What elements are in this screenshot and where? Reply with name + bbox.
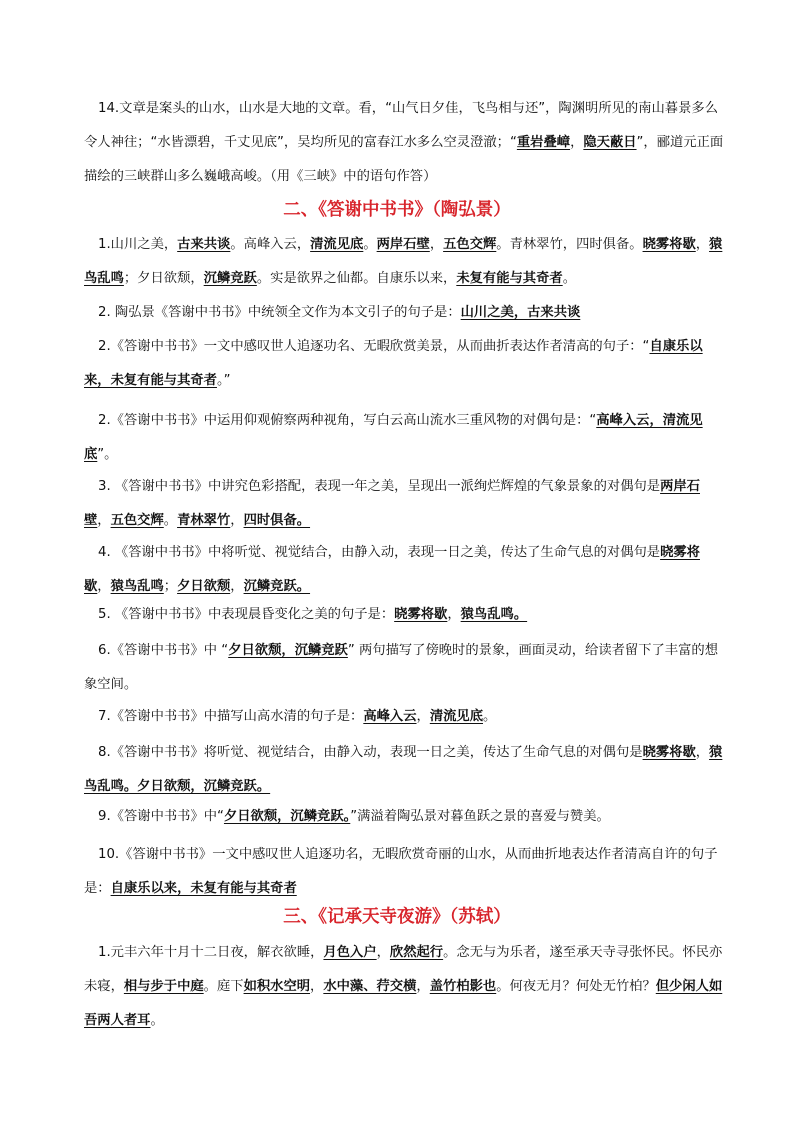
text: ， xyxy=(695,745,710,760)
answer: 相与步于中庭 xyxy=(123,979,204,994)
answer: 盖竹柏影也 xyxy=(429,979,497,994)
text: ； xyxy=(163,579,178,594)
text: 。 xyxy=(483,709,497,724)
text: 。庭下 xyxy=(203,979,244,994)
paragraph-d10 xyxy=(84,736,724,804)
text: 8.《答谢中书书》将听觉、视觉结合，由静入动，表现一日之美，传达了生命气息的对偶句是 xyxy=(98,745,643,760)
paragraph-14 xyxy=(84,92,724,194)
paragraph-d12 xyxy=(84,838,724,906)
answer: 高峰入云 xyxy=(363,709,417,724)
text: 。实是欲界之仙都。自康乐以来， xyxy=(256,271,457,286)
answer: 水中藻、荇交横 xyxy=(323,979,417,994)
text: ， xyxy=(310,979,324,994)
section-title-3: 三、《记承天寺夜游》（苏轼） xyxy=(283,907,511,927)
text: 。青林翠竹，四时俱备。 xyxy=(496,237,643,252)
answer: 五色交辉 xyxy=(443,237,497,252)
answer: 两岸石壁 xyxy=(84,479,700,528)
answer: 月色入户 xyxy=(323,945,377,960)
answer: 如积水空明 xyxy=(243,979,311,994)
text: 。 xyxy=(562,271,576,286)
paragraph-d7 xyxy=(84,598,724,632)
answer: 晓雾将歇 xyxy=(84,545,700,594)
paragraph-d9 xyxy=(84,700,724,734)
answer: 两岸石壁 xyxy=(376,237,430,252)
paragraph-d1 xyxy=(84,228,724,296)
paragraph-d2 xyxy=(84,296,724,330)
text: ， xyxy=(570,135,584,150)
text: 9.《答谢中书书》中“ xyxy=(98,809,224,824)
text: 14.文章是案头的山水，山水是大地的文章。看，“山气日夕佳，飞鸟相与还”，陶渊明所见的南山暮景多么令人神往；“水皆漂碧，千丈见底”，吴均所见的富春江水多么空灵澄澈；“ xyxy=(84,101,718,150)
text: ， xyxy=(429,237,444,252)
answer: 古来共谈 xyxy=(177,237,231,252)
answer: 晓雾将歇 xyxy=(642,745,696,760)
text: ；夕日欲颓， xyxy=(123,271,204,286)
answer: 夕日欲颓，沉鳞竞跃。 xyxy=(223,809,351,824)
text: ， xyxy=(447,607,461,622)
answer: 自康乐以来，未复有能与其奇者 xyxy=(84,339,703,388)
paragraph-d3 xyxy=(84,330,724,398)
text: 。” xyxy=(216,373,231,388)
text: ”，郦道元正面描绘的三峡群山多么巍峨高峻。（用《三峡》中的语句作答） xyxy=(84,135,724,184)
text: ， xyxy=(230,513,244,528)
text: ”满溢着陶弘景对暮鱼跃之景的喜爱与赞美。 xyxy=(350,809,610,824)
text: 5. 《答谢中书书》中表现晨昏变化之美的句子是： xyxy=(98,607,395,622)
text: 。何夜无月？何处无竹柏？ xyxy=(496,979,656,994)
answer: 未复有能与其奇者 xyxy=(456,271,563,286)
text: ， xyxy=(97,579,111,594)
answer: 重岩叠嶂 xyxy=(516,135,571,150)
answer: 晓雾将歇 xyxy=(642,237,696,252)
text: ， xyxy=(230,579,244,594)
text: 2. 陶弘景《答谢中书书》中统领全文作为本文引子的句子是： xyxy=(98,305,461,320)
paragraph-d5 xyxy=(84,470,724,538)
answer: 自康乐以来，未复有能与其奇者 xyxy=(110,881,297,896)
text: ， xyxy=(416,979,430,994)
answer: 沉鳞竞跃。 xyxy=(243,579,311,594)
paragraph-d4 xyxy=(84,404,724,472)
section-title-2: 二、《答谢中书书》（陶弘景） xyxy=(283,200,511,220)
text: ”。 xyxy=(97,447,118,462)
answer: 五色交辉 xyxy=(110,513,164,528)
answer: 高峰入云，清流见底 xyxy=(84,413,703,462)
paragraph-d11 xyxy=(84,800,724,834)
text: ， xyxy=(695,237,710,252)
text: ” 两句描写了傍晚时的景象，画面灵动，给读者留下了丰富的想象空间。 xyxy=(84,643,718,692)
answer: 夕日欲颓 xyxy=(177,579,231,594)
text: 1.元丰六年十月十二日夜，解衣欲睡， xyxy=(98,945,324,960)
text: 3. 《答谢中书书》中讲究色彩搭配，表现一年之美，呈现出一派绚烂辉煌的气象景象的对偶句是 xyxy=(98,479,661,494)
answer: 但少闲人如吾两人者耳 xyxy=(84,979,723,1028)
text: 。高峰入云， xyxy=(230,237,311,252)
text: 4. 《答谢中书书》中将听觉、视觉结合，由静入动，表现一日之美，传达了生命气息的对偶句是 xyxy=(98,545,661,560)
answer: 沉鳞竞跃 xyxy=(203,271,257,286)
answer: 青林翠竹 xyxy=(177,513,231,528)
text: ， xyxy=(376,945,390,960)
answer: 隐天蔽日 xyxy=(583,135,637,150)
answer: 欣然起行 xyxy=(389,945,444,960)
text: ， xyxy=(416,709,430,724)
paragraph-d8 xyxy=(84,634,724,702)
answer: 四时俱备。 xyxy=(243,513,311,528)
answer: 晓雾将歇 xyxy=(394,607,448,622)
text: 10.《答谢中书书》一文中感叹世人追逐功名，无暇欣赏奇丽的山水，从而曲折地表达作者清高自许的句子是： xyxy=(84,847,718,896)
text: 。念无与为乐者，遂至承天寺寻张怀民。怀民亦未寝， xyxy=(84,945,723,994)
answer: 清流见底 xyxy=(310,237,364,252)
answer: 猿鸟乱鸣 xyxy=(84,237,723,286)
text: 7.《答谢中书书》中描写山高水清的句子是： xyxy=(98,709,364,724)
paragraph-d6 xyxy=(84,536,724,604)
text: 2.《答谢中书书》中运用仰观俯察两种视角，写白云高山流水三重风物的对偶句是：“ xyxy=(98,413,597,428)
text: 。 xyxy=(163,513,178,528)
text: 。 xyxy=(150,1013,164,1028)
answer: 猿鸟乱鸣。 xyxy=(460,607,528,622)
answer: 山川之美，古来共谈 xyxy=(460,305,581,320)
text: 2.《答谢中书书》一文中感叹世人追逐功名、无暇欣赏美景，从而曲折表达作者清高的句子：“ xyxy=(98,339,650,354)
text: 1.山川之美， xyxy=(98,237,178,252)
answer: 夕日欲颓，沉鳞竞跃 xyxy=(228,643,348,658)
paragraph-c1 xyxy=(84,936,724,1038)
answer: 猿鸟乱鸣。夕日欲颓，沉鳞竞跃。 xyxy=(84,745,723,794)
answer: 猿鸟乱鸣 xyxy=(110,579,164,594)
answer: 清流见底 xyxy=(429,709,483,724)
text: 。 xyxy=(363,237,377,252)
text: 6.《答谢中书书》中 “ xyxy=(98,643,229,658)
text: ， xyxy=(97,513,111,528)
